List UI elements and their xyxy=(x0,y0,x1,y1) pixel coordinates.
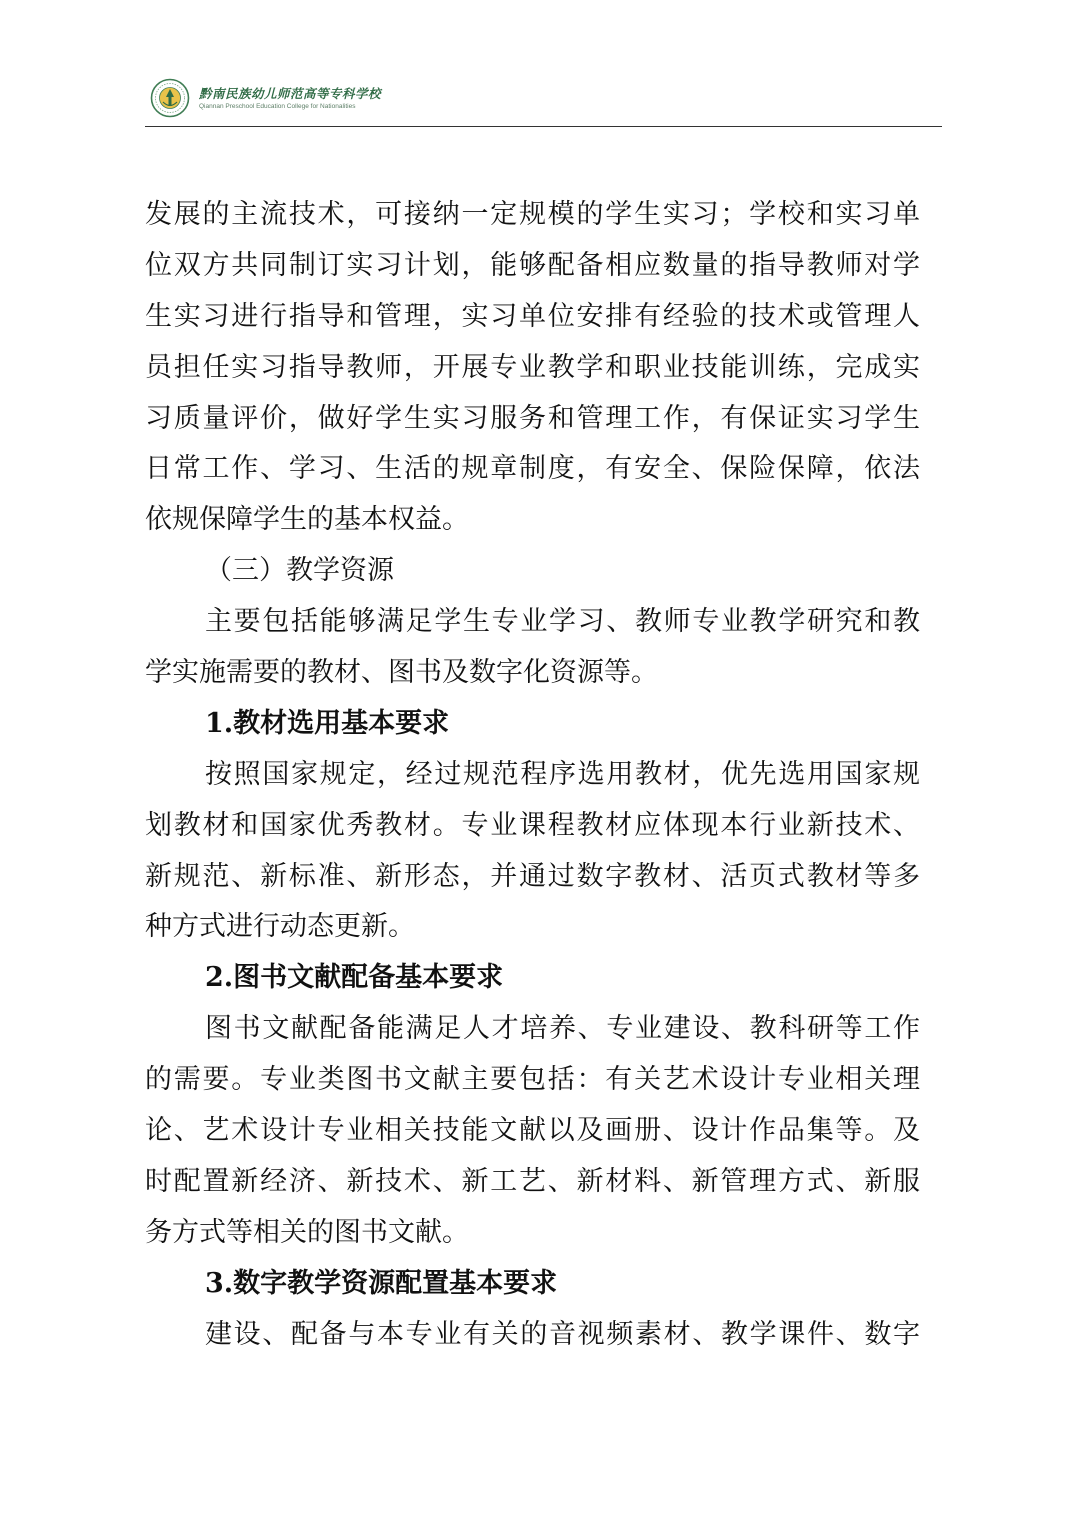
paragraph-line: 时配置新经济、新技术、新工艺、新材料、新管理方式、新服 xyxy=(145,1165,920,1197)
section-heading: （三）教学资源 xyxy=(205,555,394,587)
paragraph-line: 种方式进行动态更新。 xyxy=(145,911,415,943)
subsection-heading: 1.教材选用基本要求 xyxy=(205,707,450,739)
paragraph-line: 员担任实习指导教师，开展专业教学和职业技能训练，完成实 xyxy=(145,351,920,383)
paragraph-line: 建设、配备与本专业有关的音视频素材、教学课件、数字 xyxy=(205,1318,920,1350)
paragraph-line: 的需要。专业类图书文献主要包括：有关艺术设计专业相关理 xyxy=(145,1064,920,1096)
document-body xyxy=(145,190,920,1360)
paragraph-line: 按照国家规定，经过规范程序选用教材，优先选用国家规 xyxy=(205,758,920,790)
paragraph-line: 主要包括能够满足学生专业学习、教师专业教学研究和教 xyxy=(205,606,920,638)
subsection-heading: 2.图书文献配备基本要求 xyxy=(205,962,504,994)
paragraph-line: 生实习进行指导和管理，实习单位安排有经验的技术或管理人 xyxy=(145,300,920,332)
paragraph-line: 位双方共同制订实习计划，能够配备相应数量的指导教师对学 xyxy=(145,249,920,281)
paragraph-line: 新规范、新标准、新形态，并通过数字教材、活页式教材等多 xyxy=(145,860,920,892)
school-seal-icon xyxy=(150,78,190,118)
paragraph-line: 划教材和国家优秀教材。专业课程教材应体现本行业新技术、 xyxy=(145,809,920,841)
school-name-english: Qiannan Preschool Education College for Nationalities xyxy=(199,103,356,110)
subsection-heading: 3.数字教学资源配置基本要求 xyxy=(205,1267,558,1299)
paragraph-line: 论、艺术设计专业相关技能文献以及画册、设计作品集等。及 xyxy=(145,1115,920,1147)
paragraph-line: 日常工作、学习、生活的规章制度，有安全、保险保障，依法 xyxy=(145,453,920,485)
paragraph-line: 习质量评价，做好学生实习服务和管理工作，有保证实习学生 xyxy=(145,402,920,434)
paragraph-line: 学实施需要的教材、图书及数字化资源等。 xyxy=(145,657,658,689)
paragraph-line: 图书文献配备能满足人才培养、专业建设、教科研等工作 xyxy=(205,1013,920,1045)
page-header xyxy=(145,74,942,127)
paragraph-line: 务方式等相关的图书文献。 xyxy=(145,1216,469,1248)
paragraph-line: 发展的主流技术，可接纳一定规模的学生实习；学校和实习单 xyxy=(145,199,920,230)
paragraph-line: 依规保障学生的基本权益。 xyxy=(145,504,469,536)
school-name: 黔南民族幼儿师范高等专科学校 xyxy=(199,86,382,101)
